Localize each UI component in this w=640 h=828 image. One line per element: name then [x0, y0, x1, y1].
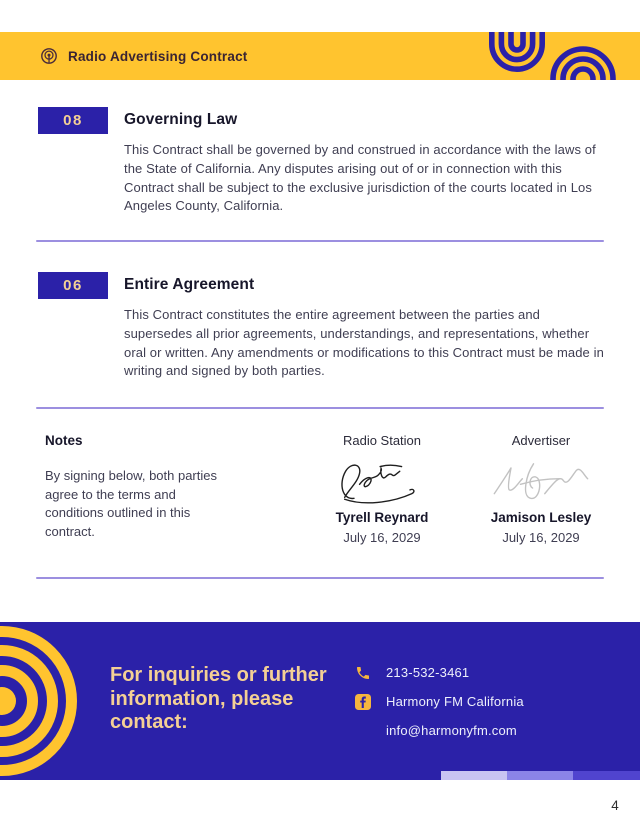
- contact-list: [355, 664, 524, 751]
- contact-footer: [0, 622, 640, 780]
- signature-role: Advertiser: [511, 433, 571, 448]
- section-body: This Contract shall be governed by and construed in accordance with the laws of the State of California. Any disputes arising out of or in connection with this Contract shall be subject to the exclusive jurisdiction of the courts located in Los Angeles County, California.: [124, 142, 596, 214]
- concentric-circles-decoration: [0, 622, 82, 780]
- notes-body: By signing below, both parties agree to the terms and conditions outlined in this contract.: [45, 468, 217, 539]
- signature-date: July 16, 2029: [343, 530, 421, 545]
- section-title: Entire Agreement: [124, 276, 255, 293]
- page-number: 4: [611, 798, 619, 813]
- signature-block-advertiser: [462, 433, 620, 545]
- signatory-name: Jamison Lesley: [490, 510, 592, 525]
- section-number-badge: 06: [38, 272, 108, 299]
- section-divider: [36, 407, 604, 409]
- signature-handwriting: [326, 456, 438, 508]
- signatory-name: Tyrell Reynard: [335, 510, 429, 525]
- signature-block-radio-station: [302, 433, 462, 545]
- footer-accent-bar-light: [441, 771, 507, 780]
- footer-accent-bar-dark: [573, 771, 640, 780]
- signature-handwriting: [485, 456, 597, 508]
- phone-number[interactable]: 213-532-3461: [386, 665, 470, 680]
- footer-heading: For inquiries or further information, please contact:: [110, 664, 327, 733]
- section-divider: [36, 577, 604, 579]
- nested-u-arcs-decoration: [487, 32, 547, 77]
- signature-date: July 16, 2029: [502, 530, 580, 545]
- notes-title: Notes: [45, 433, 83, 448]
- header-bar: [0, 32, 640, 80]
- signature-role: Radio Station: [342, 433, 422, 448]
- phone-icon: [355, 665, 372, 681]
- email-row: [355, 722, 524, 739]
- footer-accent-bar-medium: [507, 771, 573, 780]
- podcast-broadcast-icon: [40, 47, 58, 65]
- phone-row: [355, 664, 524, 681]
- facebook-icon: [355, 694, 372, 710]
- section-divider: [36, 240, 604, 242]
- rainbow-arch-decoration: [549, 45, 617, 80]
- section-title: Governing Law: [124, 111, 238, 128]
- email-address[interactable]: info@harmonyfm.com: [386, 723, 517, 738]
- document-title: Radio Advertising Contract: [68, 48, 248, 64]
- facebook-row: [355, 693, 524, 710]
- section-body: This Contract constitutes the entire agreement between the parties and supersedes all prior agreements, understandings, and representations, whether oral or written. Any amendments or modifications to this Contract must be made in writing and signed by both parties.: [124, 307, 604, 379]
- facebook-handle[interactable]: Harmony FM California: [386, 694, 524, 709]
- section-number-badge: 08: [38, 107, 108, 134]
